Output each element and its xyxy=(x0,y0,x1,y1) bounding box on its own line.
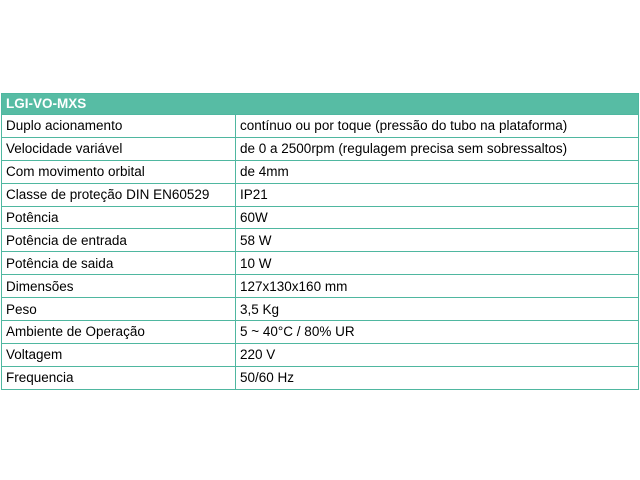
spec-label: Velocidade variável xyxy=(2,137,236,160)
specifications-table xyxy=(1,93,639,390)
table-row xyxy=(2,115,639,138)
spec-value: de 4mm xyxy=(236,160,639,183)
spec-value: 50/60 Hz xyxy=(236,366,639,389)
table-row xyxy=(2,160,639,183)
table-row xyxy=(2,252,639,275)
spec-label: Com movimento orbital xyxy=(2,160,236,183)
spec-value: 60W xyxy=(236,206,639,229)
spec-label: Voltagem xyxy=(2,343,236,366)
table-row xyxy=(2,343,639,366)
spec-value: 5 ~ 40°C / 80% UR xyxy=(236,321,639,344)
table-title: LGI-VO-MXS xyxy=(2,94,639,115)
spec-label: Dimensões xyxy=(2,275,236,298)
spec-value: 220 V xyxy=(236,343,639,366)
table-row xyxy=(2,137,639,160)
table-row xyxy=(2,183,639,206)
table-row xyxy=(2,366,639,389)
spec-value: 3,5 Kg xyxy=(236,298,639,321)
table-header-row xyxy=(2,94,639,115)
table-body xyxy=(2,115,639,390)
spec-label: Duplo acionamento xyxy=(2,115,236,138)
table-row xyxy=(2,298,639,321)
spec-label: Peso xyxy=(2,298,236,321)
table-row xyxy=(2,321,639,344)
spec-label: Frequencia xyxy=(2,366,236,389)
spec-label: Potência de saida xyxy=(2,252,236,275)
spec-value: contínuo ou por toque (pressão do tubo na plataforma) xyxy=(236,115,639,138)
spec-label: Potência de entrada xyxy=(2,229,236,252)
table-row xyxy=(2,206,639,229)
spec-value: 127x130x160 mm xyxy=(236,275,639,298)
table-row xyxy=(2,275,639,298)
spec-label: Ambiente de Operação xyxy=(2,321,236,344)
spec-value: de 0 a 2500rpm (regulagem precisa sem sobressaltos) xyxy=(236,137,639,160)
spec-value: 58 W xyxy=(236,229,639,252)
table-row xyxy=(2,229,639,252)
spec-value: 10 W xyxy=(236,252,639,275)
spec-label: Potência xyxy=(2,206,236,229)
spec-value: IP21 xyxy=(236,183,639,206)
spec-label: Classe de proteção DIN EN60529 xyxy=(2,183,236,206)
